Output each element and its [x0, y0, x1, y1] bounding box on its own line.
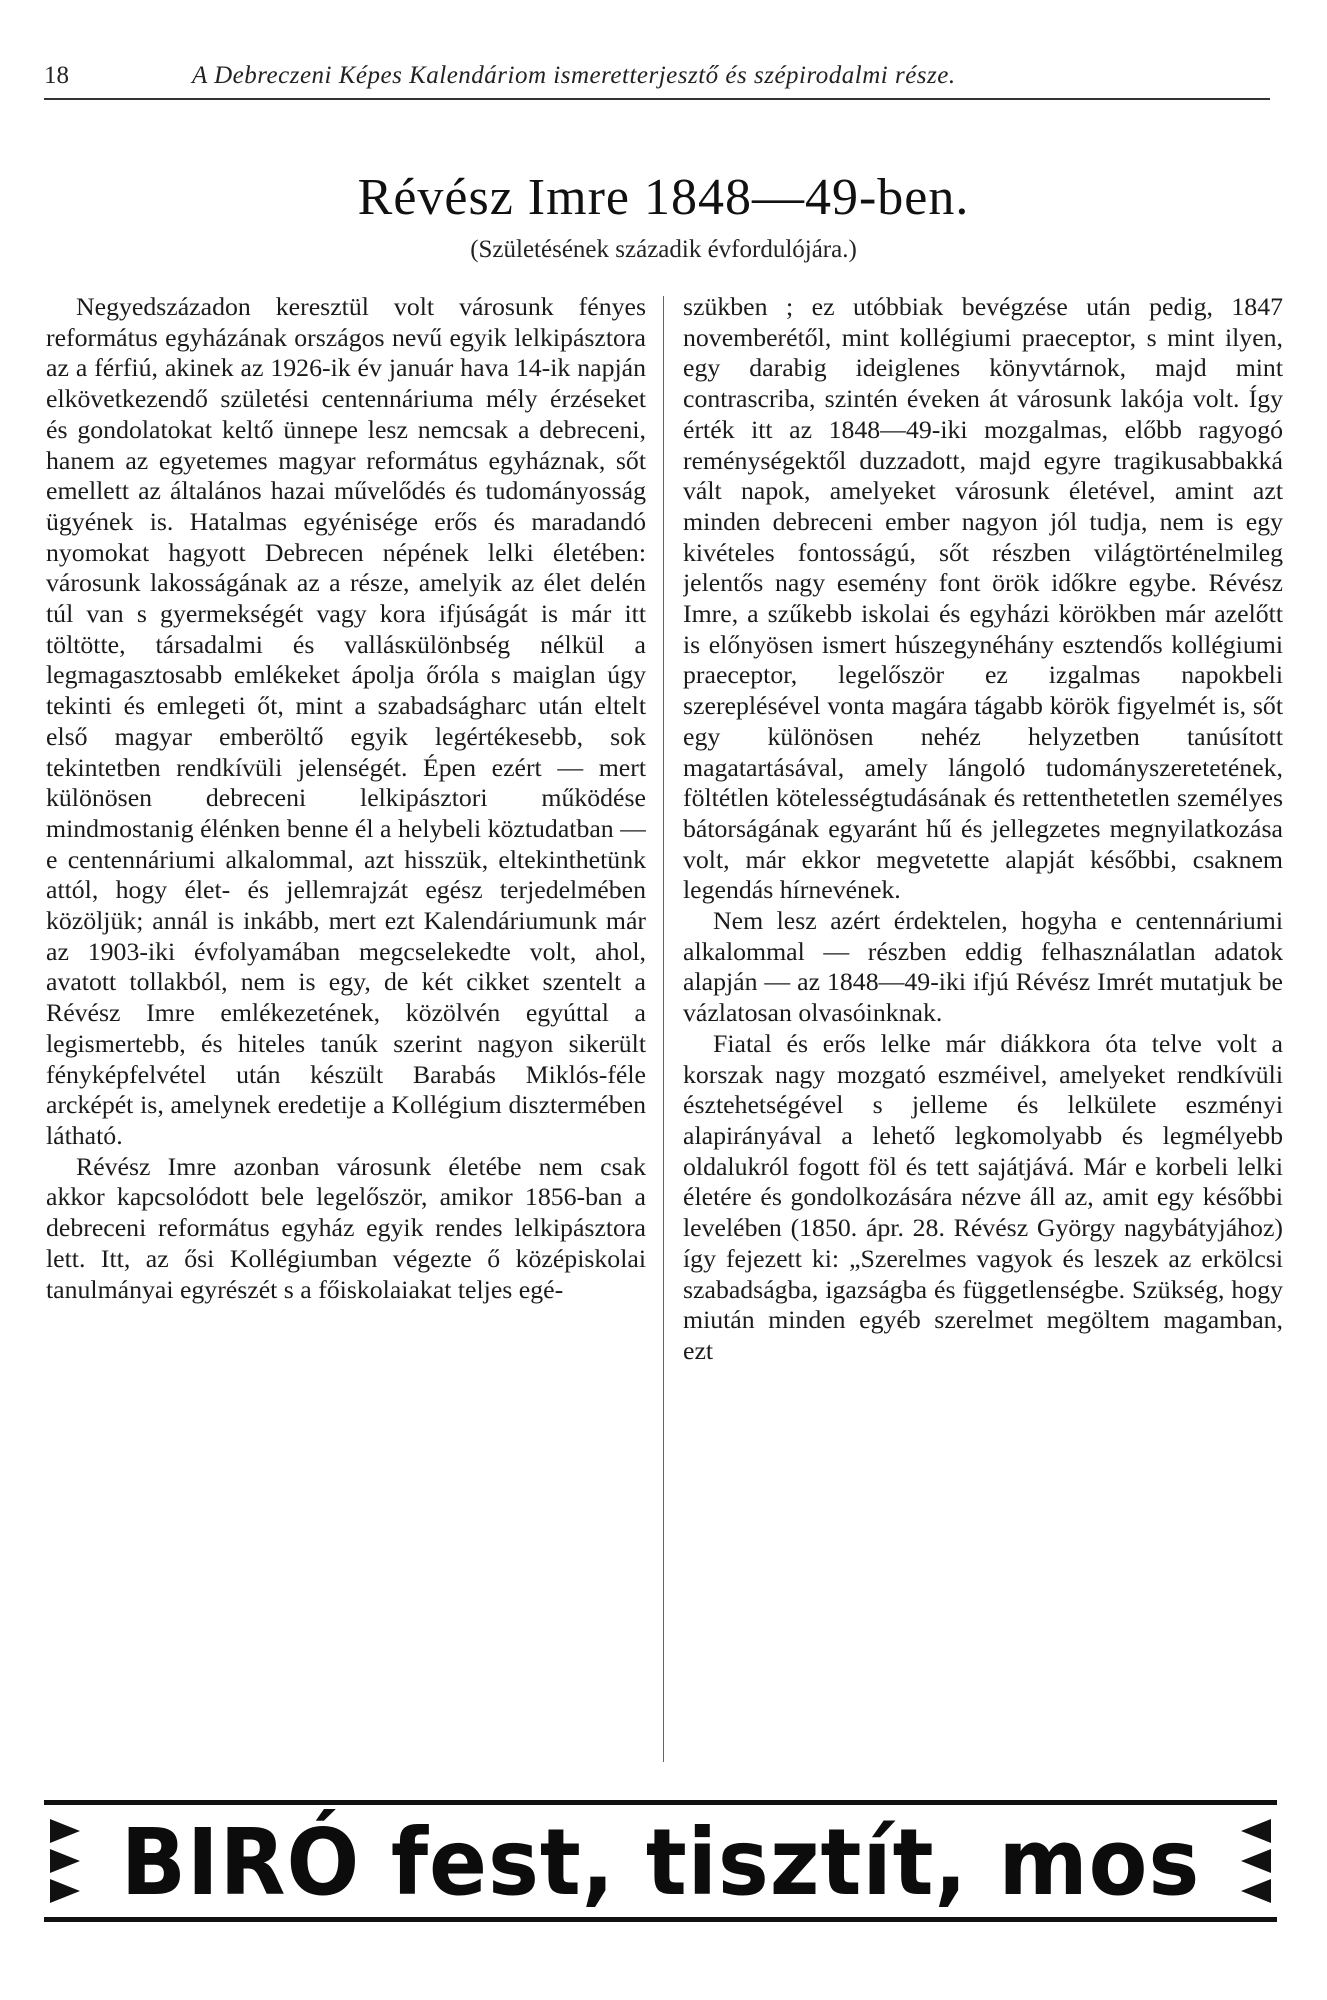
article-title: Révész Imre 1848—49-ben.: [357, 169, 970, 226]
right-arrow-ornament-icon: [1239, 1815, 1273, 1907]
header-rule: [44, 98, 1270, 100]
right-column: [683, 292, 1283, 1772]
left-arrow-ornament-icon: [48, 1815, 82, 1907]
paragraph: Negyedszázadon keresztül volt városunk fényes református egyházának országos nevű egyik lelkipásztora az a férfiú, akinek az 1926-ik év január hava 14-ik napján elkövetkezendő születési centennáriuma mély érzéseket és gondolatokat keltő ünnepe lesz nemcsak a debreceni, hanem az egyetemes magyar református egyháznak, sőt emellett az általános hazai művelődés és tudományosság ügyének is. Hatalmas egyénisége erős és maradandó nyomokat hagyott Debrecen népének lelki életében: városunk lakosságának az a része, amelyik az élet delén túl van s gyermekségét vagy kora ifjúságát is már itt töltötte, társadalmi és vallásкülönbség nélkül a legmagasztosabb emlékeket ápolja őróla s maiglan úgy tekinti és emlegeti őt, mint a szabadságharc után eltelt első magyar emberöltő egyik legértékesebb, sok tekintetben rendkívüli jelenségét. Épen ezért — mert különösen debreceni lelkipásztori működése mindmostanig élénken benne él a helybeli köztudatban — e centennáriumi alkalommal, azt hisszük, eltekinthetünk attól, hogy élet- és jellemrajzát egész terjedelmében közöljük; annál is inkább, mert ezt Kalendáriumunk már az 1903-iki évfolyamában megcselekedte volt, ahol, avatott tollakból, nem is egy, de két cikket szentelt a Révész Imre emlékezetének, közölvén egyúttal a legismertebb, és hiteles tanúk szerint nagyon sikerült fényképfelvétel után készült Barabás Miklós-féle arcképét is, amelynek eredetije a Kollégium disztermében látható.: [46, 292, 646, 1150]
paragraph: Nem lesz azért érdektelen, hogyha e centennáriumi alkalommal — részben eddig felhasználatlan adatok alapján — az 1848—49-iki ifjú Révész Imrét mutatjuk be vázlatosan olvasóinknak.: [683, 906, 1283, 1028]
advertisement-text: BIRÓ fest, tisztít, mos: [120, 1809, 1201, 1916]
left-column: [46, 292, 646, 1772]
paragraph: szükben ; ez utóbbiak bevégzése után pedig, 1847 novemberétől, mint kollégiumi praeceptor, s mint ilyen, egy darabig ideiglenes könyvtárnok, majd mint contrascriba, szintén éveken át városunk lakója volt. Így érték itt az 1848—49-iki mozgalmas, előbb ragyogó reménységektől duzzadott, majd egyre tragikusabbakká vált napok, amelyeket városunk életével, amint azt minden debreceni ember nagyon jól tudja, nem is egy kivételes fontosságú, sőt részben világtörténelmileg jelentős nagy esemény font örök időkre egybe. Révész Imre, a szűkebb iskolai és egyházi körökben már azelőtt is előnyösen ismert húszegynéhány esztendős kollégiumi praeceptor, legelőször ez izgalmas napokbeli szereplésével vonta magára tágabb körök figyelmét is, sőt egy különösen nehéz helyzetben tanúsított magatartásával, amely lángoló tudományszeretetének, föltétlen kötelességtudásának és rettenthetetlen személyes bátorságának egyaránt hű és jellegzetes megnyilatkozása volt, már ekkor megvetette alapját későbbi, csaknem legendás hírnevének.: [683, 292, 1283, 905]
paragraph: Révész Imre azonban városunk életébe nem csak akkor kapcsolódott bele legelőször, amikor 1856-ban a debreceni református egyház egyik rendes lelkipásztora lett. Itt, az ősi Kollégiumban végezte ő középiskolai tanulmányai egyrészét s a főiskolaiakat teljes egé-: [46, 1151, 646, 1304]
article-subtitle: (Születésének századik évfordulójára.): [470, 236, 857, 263]
advertisement-banner: [44, 1800, 1277, 1922]
running-header: [44, 62, 1274, 96]
running-title: A Debreczeni Képes Kalendáriom ismeretterjesztő és szépirodalmi része.: [192, 62, 956, 89]
column-divider: [663, 296, 664, 1762]
page-number: 18: [44, 62, 69, 89]
paragraph: Fiatal és erős lelke már diákkora óta telve volt a korszak nagy mozgató eszméivel, amelyeket rendkívüli észtehetségével s jelleme és lelkülete eszményi alapirányával a lehető legkomolyabb és legmélyebb oldalukról fogott föl és tett sajátjává. Már e korbeli lelki életére és gondolkozására nézve áll az, amit egy későbbi levelében (1850. ápr. 28. Révész György nagybátyjához) így fejezett ki: „Szerelmes vagyok és leszek az erkölcsi szabadságba, igazságba és függetlenségbe. Szükség, hogy miután minden egyéb szerelmet megöltem magamban, ezt: [683, 1028, 1283, 1365]
